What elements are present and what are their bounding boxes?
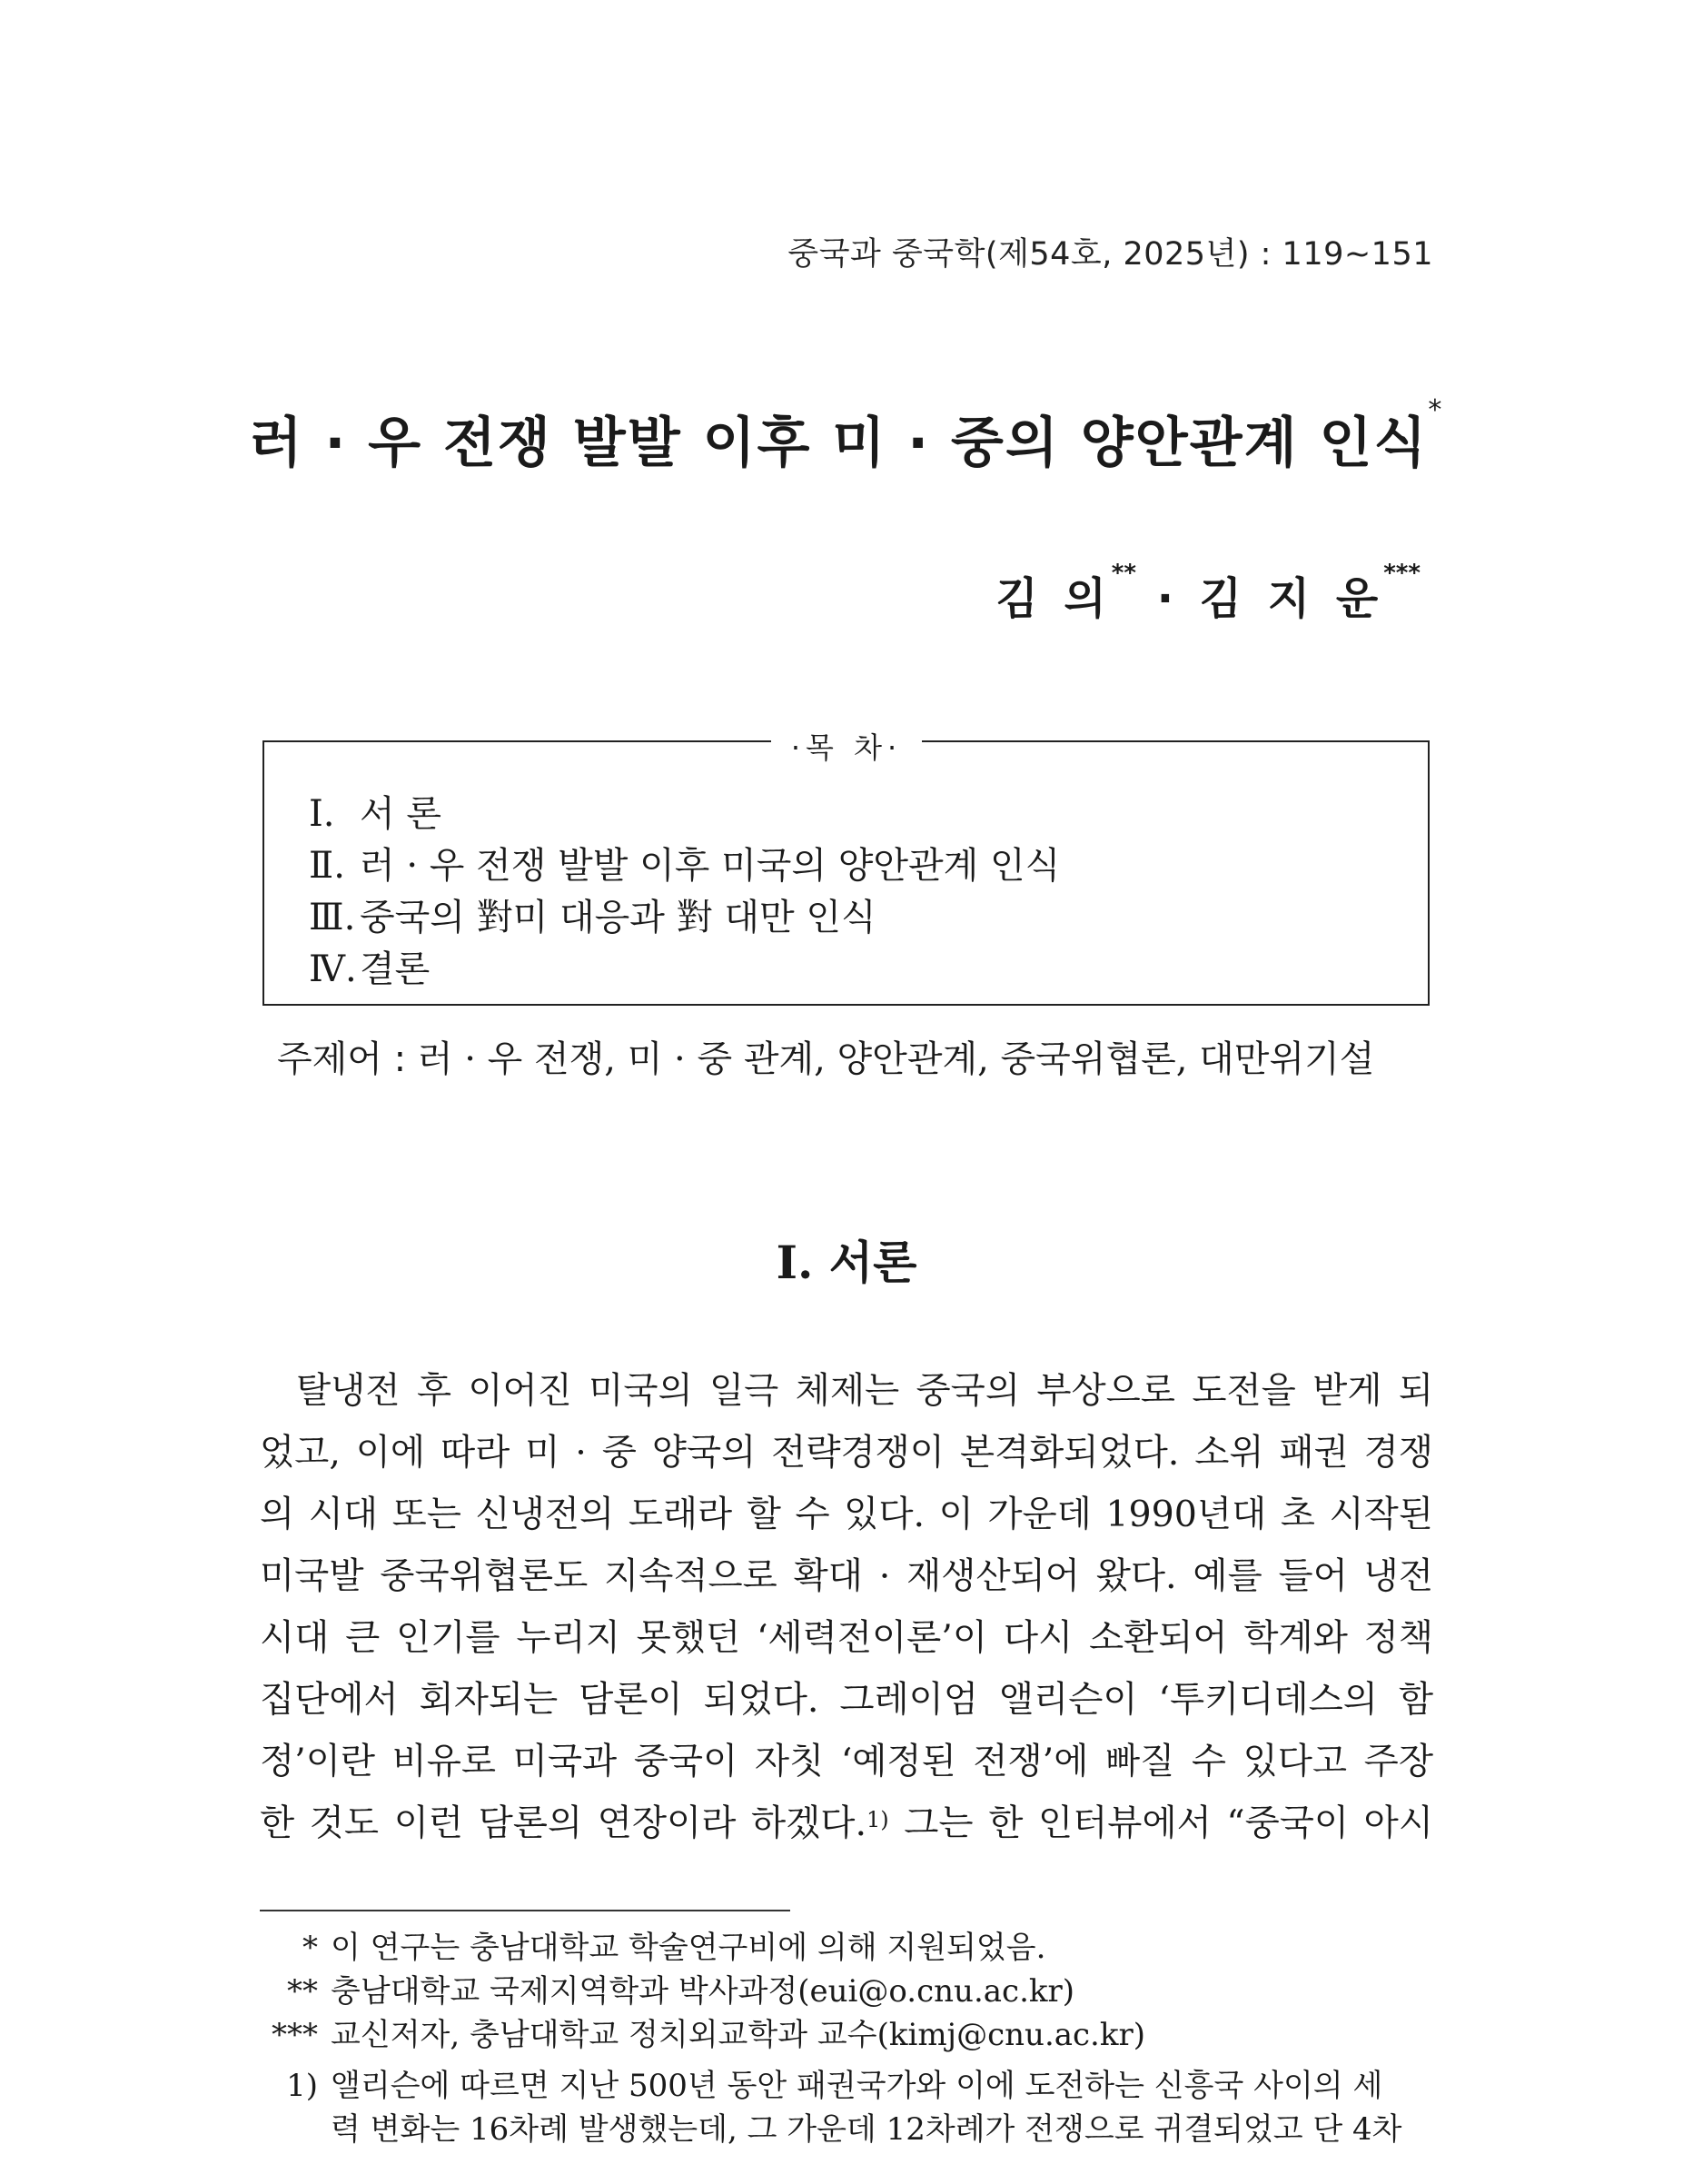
toc-item-number: Ⅱ. [309, 845, 345, 887]
footnote-text: 이 연구는 충남대학교 학술연구비에 의해 지원되었음. [331, 1930, 1046, 1966]
keywords-text: 러 · 우 전쟁, 미 · 중 관계, 양안관계, 중국위협론, 대만위기설 [417, 1038, 1375, 1080]
toc-item-text: 서 론 [360, 793, 441, 835]
author-separator: · [1156, 573, 1179, 624]
toc-item-text: 결론 [360, 948, 431, 990]
footnote-text: 력 변화는 16차례 발생했는데, 그 가운데 12차례가 전쟁으로 귀결되었고 단 4차 [331, 2111, 1402, 2148]
footnote-number: 1) [286, 2068, 318, 2104]
toc-item-text: 러 · 우 전쟁 발발 이후 미국의 양안관계 인식 [360, 845, 1061, 887]
author-1-marker: ** [1111, 560, 1136, 587]
body-paragraph [260, 1360, 1433, 1854]
body-line: 시대 큰 인기를 누리지 못했던 ‘세력전이론’이 다시 소환되어 학계와 정책 [260, 1617, 1433, 1659]
body-line: 탈냉전 후 이어진 미국의 일극 체제는 중국의 부상으로 도전을 받게 되 [296, 1370, 1433, 1412]
body-line: 미국발 중국위협론도 지속적으로 확대 · 재생산되어 왔다. 예를 들어 냉전 [260, 1555, 1433, 1597]
footnote-text: 충남대학교 국제지역학과 박사과정(eui@o.cnu.ac.kr) [331, 1973, 1074, 2010]
author-2: 김 지 운 [1199, 573, 1384, 624]
footnote [260, 2064, 1433, 2108]
footnote-reference[interactable]: 1) [866, 1807, 889, 1832]
footnote-indent [260, 2108, 331, 2151]
journal-reference: 중국과 중국학(제54호, 2025년) : 119~151 [787, 236, 1433, 273]
paper-title [0, 394, 1693, 478]
footnote [260, 2013, 1433, 2057]
toc-item [309, 789, 1060, 840]
footnotes [260, 1926, 1433, 2151]
author-2-marker: *** [1383, 560, 1421, 587]
author-1: 김 의 [995, 573, 1112, 624]
footnote-continuation [260, 2108, 1433, 2151]
toc-item [309, 892, 1060, 944]
body-line: 집단에서 회자되는 담론이 되었다. 그레이엄 앨리슨이 ‘투키디데스의 함 [260, 1679, 1433, 1721]
keywords-label: 주제어 : [277, 1038, 407, 1080]
body-line-text: 한 것도 이런 담론의 연장이라 하겠다. [260, 1802, 867, 1844]
body-line: 의 시대 또는 신냉전의 도래라 할 수 있다. 이 가운데 1990년대 초 시작된 [260, 1494, 1433, 1535]
toc-item-text: 중국의 對미 대응과 對 대만 인식 [360, 897, 876, 938]
footnote-mark: * [302, 1930, 318, 1966]
body-line [260, 1792, 1433, 1854]
body-line: 었고, 이에 따라 미 · 중 양국의 전략경쟁이 본격화되었다. 소위 패권 경쟁 [260, 1432, 1433, 1474]
body-line-text: 그는 한 인터뷰에서 “중국이 아시 [888, 1802, 1433, 1844]
paper-title-text: 러 · 우 전쟁 발발 이후 미 · 중의 양안관계 인식 [249, 412, 1429, 475]
toc-item-number: Ⅳ. [309, 948, 357, 990]
section-heading: Ⅰ. 서론 [776, 1236, 917, 1289]
keywords [277, 1030, 1374, 1082]
toc-label [0, 725, 1693, 767]
footnote-text: 교신저자, 충남대학교 정치외교학과 교수(kimj@cnu.ac.kr) [331, 2017, 1145, 2053]
toc-item [309, 840, 1060, 892]
footnote [260, 1926, 1433, 1970]
toc-list [309, 789, 1060, 996]
footnote-text: 앨리슨에 따르면 지난 500년 동안 패권국가와 이에 도전하는 신흥국 사이의 세 [331, 2068, 1383, 2104]
footnote [260, 1970, 1433, 2013]
footnote-mark: *** [272, 2017, 318, 2053]
toc-item-number: Ⅰ. [309, 793, 335, 835]
toc-label-text: ·목 차· [771, 730, 922, 765]
author-line [995, 560, 1421, 626]
title-footnote-marker: * [1428, 394, 1444, 426]
toc-item-number: Ⅲ. [309, 897, 356, 938]
toc-item [309, 944, 1060, 996]
body-line: 정’이란 비유로 미국과 중국이 자칫 ‘예정된 전쟁’에 빠질 수 있다고 주장 [260, 1741, 1433, 1782]
footnote-divider [260, 1910, 790, 1911]
footnote-mark: ** [287, 1973, 318, 2010]
